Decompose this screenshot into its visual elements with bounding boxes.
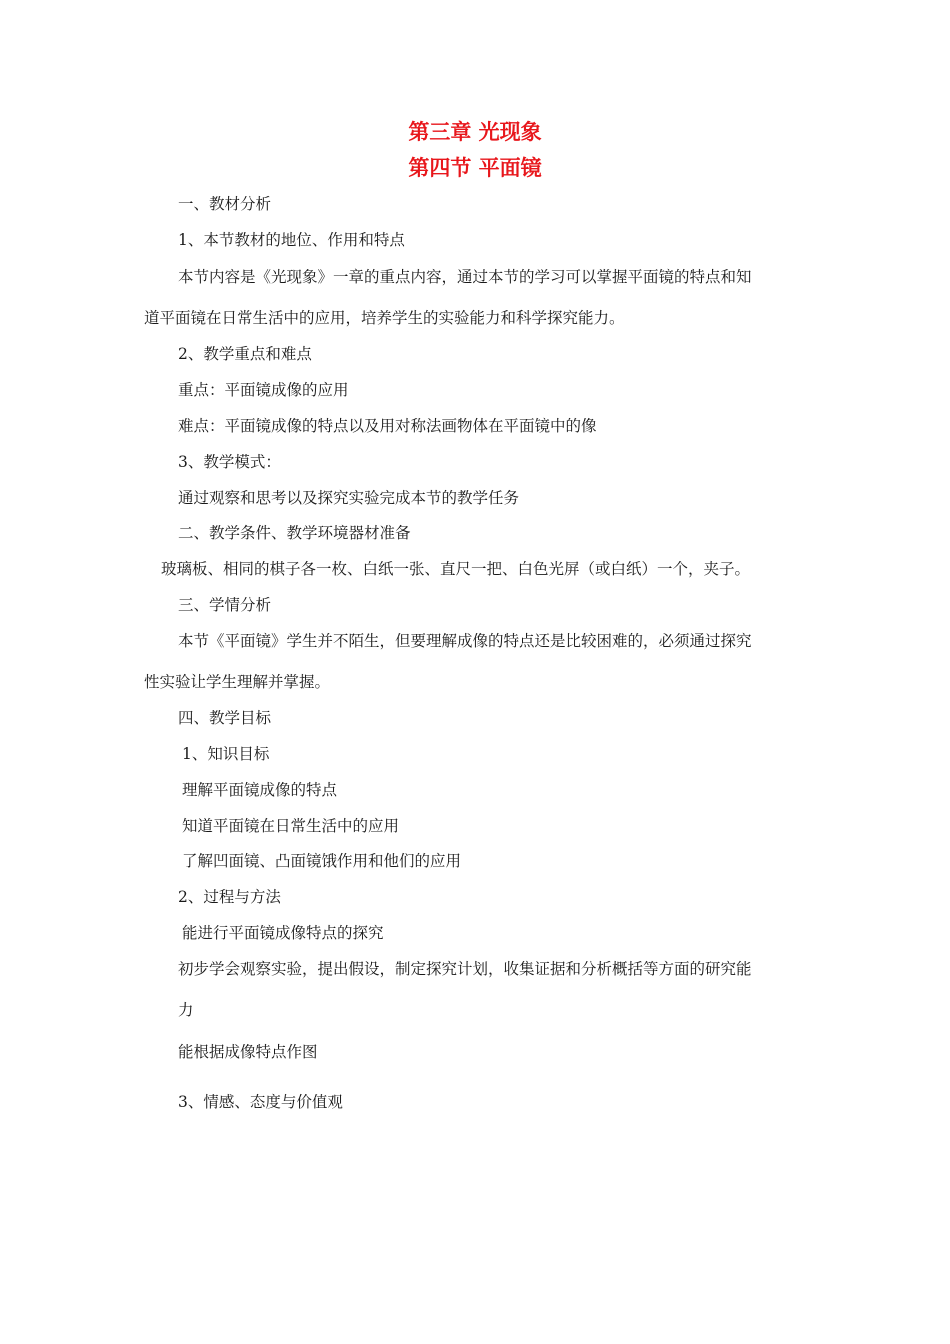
section-title: 第四节 平面镜 (408, 156, 542, 180)
subheading-teaching-mode: 3、教学模式： (178, 453, 281, 471)
list-item: 能进行平面镜成像特点的探究 (182, 924, 384, 942)
subheading-knowledge-goals: 1、知识目标 (182, 745, 270, 763)
list-item: 了解凹面镜、凸面镜饿作用和他们的应用 (182, 852, 462, 870)
paragraph-line: 通过观察和思考以及探究实验完成本节的教学任务 (178, 489, 520, 507)
heading-teaching-goals: 四、教学目标 (178, 709, 272, 727)
subheading-position-role: 1、本节教材的地位、作用和特点 (178, 231, 405, 249)
paragraph-line: 重点：平面镜成像的应用 (178, 381, 349, 399)
paragraph-line: 难点：平面镜成像的特点以及用对称法画物体在平面镜中的像 (178, 417, 597, 435)
chapter-title: 第三章 光现象 (408, 120, 542, 144)
heading-teaching-conditions: 二、教学条件、教学环境器材准备 (178, 524, 411, 542)
subheading-process-method: 2、过程与方法 (178, 888, 281, 906)
list-item: 理解平面镜成像的特点 (182, 781, 338, 799)
paragraph-line: 玻璃板、相同的棋子各一枚、白纸一张、直尺一把、白色光屏（或白纸）一个，夹子。 (161, 560, 751, 578)
paragraph-line: 本节内容是《光现象》一章的重点内容，通过本节的学习可以掌握平面镜的特点和知 (178, 268, 752, 286)
subheading-key-points: 2、教学重点和难点 (178, 345, 312, 363)
subheading-attitude-values: 3、情感、态度与价值观 (178, 1093, 343, 1111)
paragraph-line: 道平面镜在日常生活中的应用，培养学生的实验能力和科学探究能力。 (144, 309, 625, 327)
paragraph-line: 力 (178, 1001, 194, 1019)
list-item: 知道平面镜在日常生活中的应用 (182, 817, 400, 835)
paragraph-line: 本节《平面镜》学生并不陌生，但要理解成像的特点还是比较困难的，必须通过探究 (178, 632, 752, 650)
list-item: 能根据成像特点作图 (178, 1043, 318, 1061)
paragraph-line: 性实验让学生理解并掌握。 (144, 673, 331, 691)
heading-textbook-analysis: 一、教材分析 (178, 195, 272, 213)
paragraph-line: 初步学会观察实验，提出假设，制定探究计划，收集证据和分析概括等方面的研究能 (178, 960, 752, 978)
heading-student-analysis: 三、学情分析 (178, 596, 272, 614)
